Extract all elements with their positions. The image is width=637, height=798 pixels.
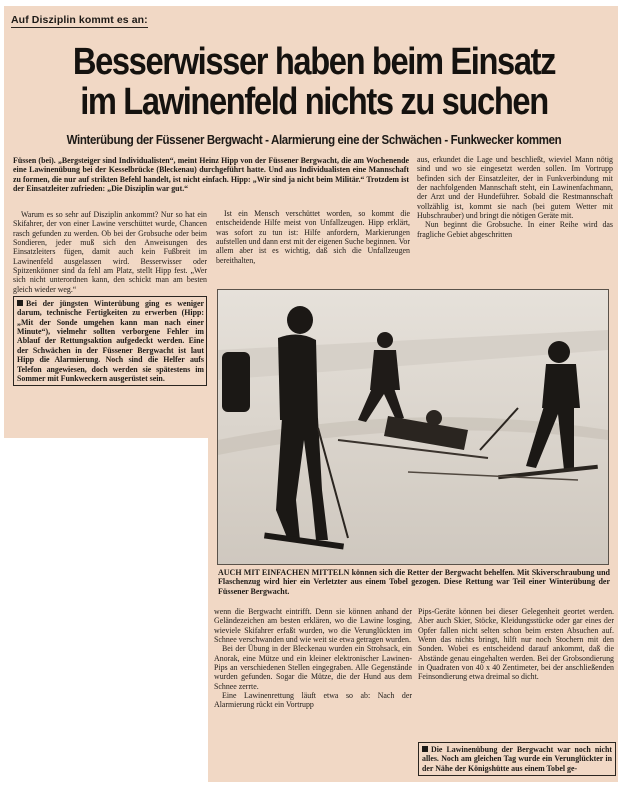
col2-paragraph: Ist ein Mensch verschüttet worden, so kommt die entscheidende Hilfe meist von Unfallzeugen. Hipp erklärt, was sofort zu tun ist: Hilfe anfordern, Markierungen aufstellen und dann erst mit der eigenen Suche beginnen. Vor allem aber ist es wichtig, daß sich die Unfallzeugen bereithalten, [216,209,410,265]
headline-line-1: Besserwisser haben beim Einsatz [72,41,556,83]
col5-paragraph-1: Pips-Geräte können bei dieser Gelegenheit geortet werden. Aber auch Skier, Stöcke, Kleidungsstücke oder gar eines der Opfer fallen nicht selten schon beim ersten Absuchen auf. Wenn das nichts bringt, hilft nur noch Stochern mit den Sonden. Wobei es entscheidend darauf ankommt, daß die Abstände genau eingehalten werden. Bei der Grobsondierung in Quadraten von 40 x 40 Zentimeter, bei der anschließenden Feinsondierung etwa dreimal so dicht. [418,607,614,682]
col3-paragraph-1: aus, erkundet die Lage und beschließt, wieviel Mann nötig sind und wo sie eingesetzt werden sollen. Im Vortrupp befinden sich der Einsatzleiter, der in Funkverbindung mit der nachfolgenden Mannschaft steht, ein Lawinenfachmann, der Arzt und der Hundeführer. Sobald die Restmannschaft vollzählig ist, kommt sie nach (bei gutem Wetter mit Hubschrauber) und bringt die nötigen Geräte mit. [417,155,613,221]
col1-boxed-paragraph [13,296,207,386]
column-4 [214,607,412,710]
article-kicker: Auf Disziplin kommt es an: [11,14,148,26]
col4-paragraph-1: wenn die Bergwacht eintrifft. Denn sie können anhand der Geländezeichen am besten erklären, wo die Lawine losging, wieviele Skifahrer erfaßt wurden, wo die Verunglückten im Schnee verschwanden und wie weit sie etwa getragen wurden. [214,607,412,645]
lead-paragraph: Füssen (bei). „Bergsteiger sind Individualisten“, meint Heinz Hipp von der Füssener Bergwacht, die am Wochenende eine Lawinenübung bei der Kesselbrücke (Bleckenau) durchgeführt hatte. Und aus Individualisten eine Mannschaft zu formen, die nur auf strikten Befehl handelt, ist nicht einfach. Hipp: „Wir sind ja nicht beim Militär.“ Trotzdem ist der Einsatzleiter zufrieden: „Die Disziplin war gut.“ [13,156,409,194]
col4-paragraph-2: Bei der Übung in der Bleckenau wurden ein Strohsack, ein Anorak, eine Mütze und ein kleiner elektronischer Lawinen-Pips an verschiedenen Stellen eingegraben. Alle Gegenstände wurden gefunden. Sogar die Mütze, die der Hund aus dem Schnee zerrte. [214,644,412,691]
clipping-left-strip [4,426,210,438]
square-bullet-icon [17,300,23,306]
rescue-photo-illustration [218,290,608,564]
column-3 [417,155,613,239]
headline-line-2: im Lawinenfeld nichts zu suchen [80,81,548,123]
photo-caption [218,568,610,596]
caption-lead-words: AUCH MIT EINFACHEN MITTELN [218,568,350,577]
article-lead [13,156,409,193]
col4-paragraph-3: Eine Lawinenrettung läuft etwa so ab: Nach der Alarmierung rückt ein Vortrupp [214,691,412,710]
article-headline [58,42,571,122]
col3-paragraph-2: Nun beginnt die Grobsuche. In einer Reihe wird das fragliche Gebiet abgeschritten [417,220,613,239]
article-subheadline: Winterübung der Füssener Bergwacht - Alarmierung eine der Schwächen - Funkwecker kommen [66,133,562,147]
col5-box-text: Die Lawinenübung der Bergwacht war noch nicht alles. Noch am gleichen Tag wurde ein Verunglückter in der Nähe der Königshütte aus einem Tobel ge- [422,745,612,773]
col1-box-text: Bei der jüngsten Winterübung ging es weniger darum, technische Fertigkeiten zu erwerben (Hipp: „Mit der Sonde umgehen kann man nach einer Minute“), vielmehr sollten verborgene Fehler im Ablauf der Rettungsaktion aufgedeckt werden. Eine der Schwächen in der Füssener Bergwacht ist laut Hipp die Alarmierung. Noch sind die Helfer aufs Telefon angewiesen, doch werden sie spätestens im Sommer mit Funkweckern ausgerüstet sein. [17,299,204,383]
col1-paragraph: Warum es so sehr auf Disziplin ankommt? Nur so hat ein Skifahrer, der von einer Lawine verschüttet wurde, Chancen rasch gefunden zu werden. Ob bei der Grobsuche oder beim Sondieren, jeder muß sich den Anweisungen des Einsatzleiters fügen, damit auch kein Fußbreit im Lawinenfeld ausgelassen wird. Besserwisser oder Spitzenkönner sind da fehl am Platz, stellt Hipp fest. „Wer sich nicht unterordnen kann, den schickt man am besten gleich wieder weg.“ [13,210,207,294]
square-bullet-icon [422,746,428,752]
caption-text: können sich die Retter der Bergwacht behelfen. Mit Skiverschraubung und Flaschenzug wird hier ein Verletzter aus einem Tobel gezogen. Diese Rettung war Teil einer Winterübung der Füssener Bergwacht. [218,568,610,596]
column-2 [216,209,410,265]
col5-boxed-paragraph [418,742,616,776]
column-1 [13,210,207,386]
rescue-photo [217,289,609,565]
column-5 [418,607,614,682]
